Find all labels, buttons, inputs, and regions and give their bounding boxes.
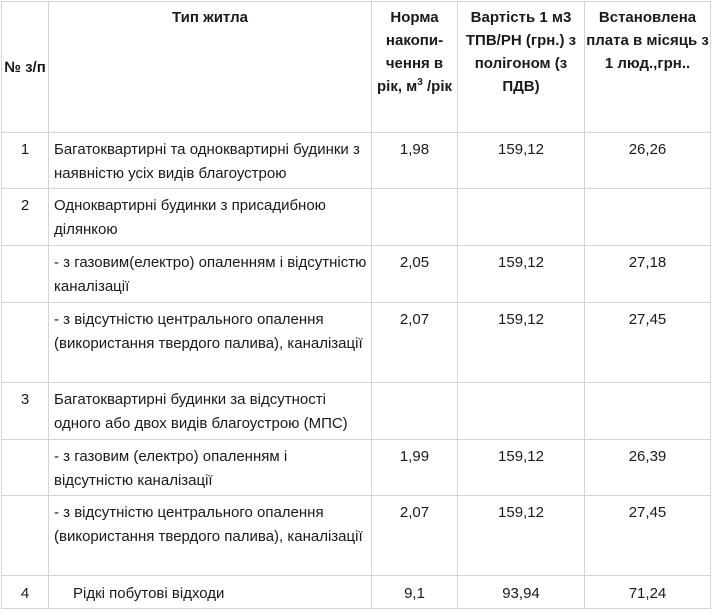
row-cost: 159,12 [458,496,585,576]
row-norm [372,189,458,246]
table-row [2,133,711,189]
table-header-row [2,2,711,133]
row-cost [458,189,585,246]
header-housing-type: Тип житла [49,2,372,133]
row-cost: 159,12 [458,303,585,383]
row-norm [372,383,458,440]
row-number [2,440,49,496]
table-row [2,440,711,496]
row-housing-type: Рідкі побутові відходи [49,576,372,609]
row-norm: 9,1 [372,576,458,609]
row-fee [585,383,711,440]
row-norm: 2,07 [372,303,458,383]
row-fee: 27,45 [585,303,711,383]
row-cost: 159,12 [458,133,585,189]
row-fee: 27,45 [585,496,711,576]
header-norm-superscript: 3 [417,77,423,88]
row-housing-type: Багатоквартирні та одноквартирні будинки з наявністю усіх видів благоустрою [49,133,372,189]
table-row [2,383,711,440]
table-row [2,496,711,576]
row-norm: 1,98 [372,133,458,189]
row-number [2,303,49,383]
row-fee [585,189,711,246]
table-row [2,303,711,383]
row-housing-type: - з відсутністю центрального опалення (використання твердого палива), каналізації [49,496,372,576]
row-cost: 159,12 [458,440,585,496]
table-row [2,576,711,609]
row-fee: 26,39 [585,440,711,496]
row-cost [458,383,585,440]
tariff-table [1,1,711,609]
header-norm-text: Норма накопи-чення в рік, м [376,9,444,95]
header-number: № з/п [2,2,49,133]
row-number: 2 [2,189,49,246]
row-housing-type: Багатоквартирні будинки за відсутності одного або двох видів благоустрою (МПС) [49,383,372,440]
row-number [2,496,49,576]
row-number: 1 [2,133,49,189]
row-housing-type: - з газовим (електро) опаленням і відсутністю каналізації [49,440,372,496]
row-number: 3 [2,383,49,440]
row-fee: 27,18 [585,246,711,303]
row-number [2,246,49,303]
header-monthly-fee: Встановлена плата в місяць з 1 люд.,грн.. [585,2,711,133]
row-housing-type: - з газовим(електро) опаленням і відсутністю каналізації [49,246,372,303]
row-number: 4 [2,576,49,609]
row-cost: 159,12 [458,246,585,303]
header-norm [372,2,458,133]
row-housing-type: - з відсутністю центрального опалення (використання твердого палива), каналізації [49,303,372,383]
row-cost: 93,94 [458,576,585,609]
row-norm: 1,99 [372,440,458,496]
row-housing-type: Одноквартирні будинки з присадибною ділянкою [49,189,372,246]
header-norm-unit: /рік [422,78,453,95]
row-fee: 71,24 [585,576,711,609]
table-row [2,189,711,246]
header-cost: Вартість 1 м3 ТПВ/РН (грн.) з полігоном (з ПДВ) [458,2,585,133]
row-norm: 2,07 [372,496,458,576]
row-fee: 26,26 [585,133,711,189]
row-norm: 2,05 [372,246,458,303]
table-row [2,246,711,303]
